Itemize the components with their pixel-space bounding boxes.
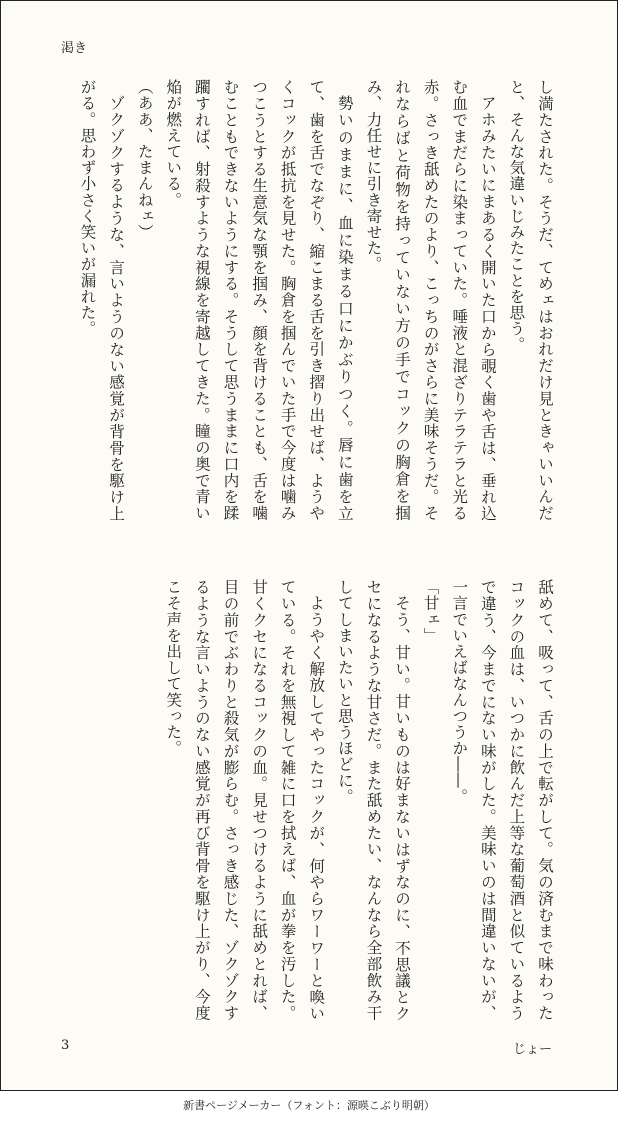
text-column-top <box>51 79 559 521</box>
paragraph: ゾクゾクするような、言いようのない感覚が背骨を駆け上がる。思わず小さく笑いが漏れた。 <box>78 79 126 521</box>
paragraph: ようやく解放してやったコックが、何やらワーワーと喚いている。それを無視して雑に口を拭えば、血が拳を汚した。甘くクセになるコックの血。見せつけるように舐めとれば、目の前でぶわりと殺気が膨らむ。さっき感じた、ゾクゾクするような言いようのない感覚が再び背骨を駆け上がり、今度こそ声を出して笑った。 <box>164 579 326 1021</box>
generator-caption: 新書ページメーカー（フォント：源暎こぶり明朝） <box>183 1099 435 1112</box>
chapter-title: 渇き <box>61 41 88 56</box>
paragraph: そう、甘い。甘いものは好まないはずなのに、不思議とクセになるような甘さだ。また舐めたい、なんなら全部飲み干してしまいたいと思うほどに。 <box>335 579 412 1021</box>
page-number: 3 <box>61 1038 70 1053</box>
author-name: じょー <box>513 1042 553 1057</box>
text-column-bottom <box>51 579 559 1021</box>
paragraph-dialogue: 「甘ェ」 <box>421 579 440 644</box>
paragraph: 勢いのままに、血に染まる口にかぶりつく。唇に歯を立て、歯を舌でなぞり、縮こまる舌を引き摺り出せば、ようやくコックが抵抗を見せた。胸倉を掴んでいた手で今度は噛みつこうとする生意気な顎を掴み、顔を背けることも、舌を噛むこともできないようにする。そうして思うままに口内を蹂躙すれば、射殺すような視線を寄越してきた。瞳の奥で青い焔が燃えている。 <box>164 79 354 521</box>
paragraph: し満たされた。そうだ、てめェはおれだけ見ときゃいいんだと、そんな気違いじみたことを思う。 <box>507 79 554 521</box>
paragraph: アホみたいにまあるく開いた口から覗く歯や舌は、垂れ込む血でまだらに染まっていた。唾液と混ざりテラテラと光る赤。さっき舐めたのより、こっちのがさらに美味そうだ。それならばと荷物を持っていない方の手でコックの胸倉を掴み、力任せに引き寄せた。 <box>364 79 497 521</box>
paragraph: 舐めて、吸って、舌の上で転がして。気の済むまで味わったコックの血は、いつかに飲んだ上等な葡萄酒と似ているようで違う、今までにない味がした。美味いのは間違いないが、一言でいえばなんつうか――。 <box>450 579 554 1021</box>
paragraph-thought: （ああ、たまんねェ） <box>135 79 154 240</box>
